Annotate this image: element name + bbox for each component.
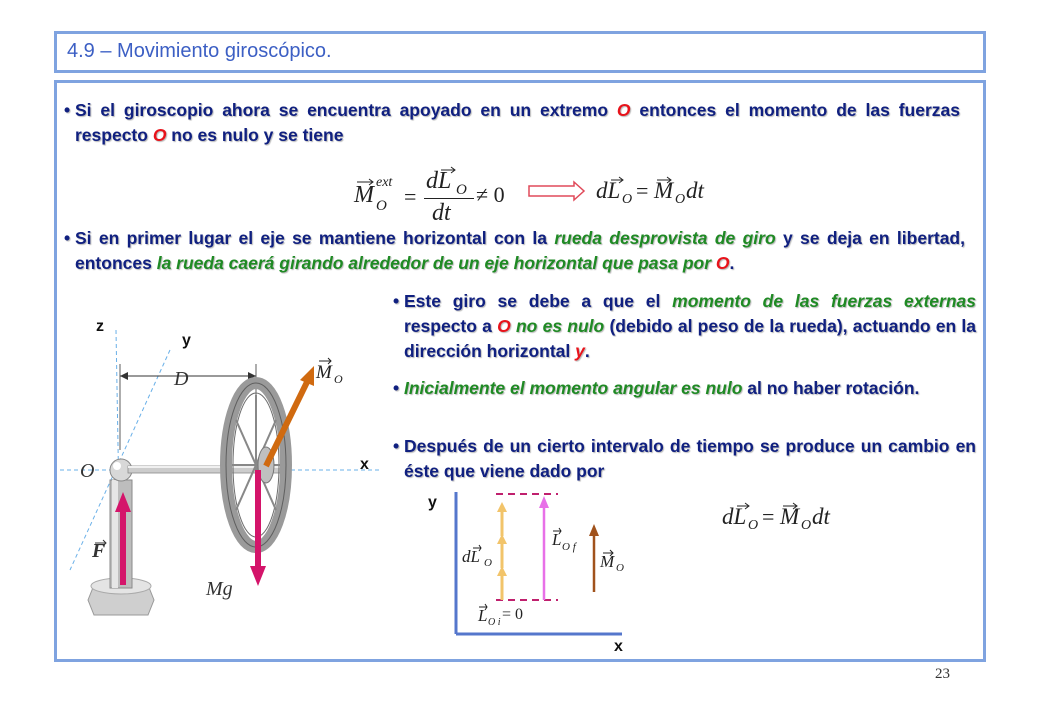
bullet-3: • Este giro se debe a que el momento de las fuerzas externas respecto a O no es nulo (debido al peso de la rueda), actuando en la dirección horizontal y. xyxy=(393,291,977,361)
bullet-dot-icon: • xyxy=(64,228,71,248)
eq1-moment-symbol: M xyxy=(354,182,374,208)
equation-moment-ext: M ext O = dL O dt ≠ 0 xyxy=(354,168,505,226)
bullet-1 xyxy=(64,98,960,148)
bullet-dot-icon: • xyxy=(393,378,400,398)
page-title: 4.9 – Movimiento giroscópico. xyxy=(67,40,332,62)
equation-dL-Mdt: dL O = M O dt xyxy=(596,178,704,207)
bullet-4: • Inicialmente el momento angular es nulo al no haber rotación. xyxy=(404,376,976,401)
MO-label: M O xyxy=(600,552,624,574)
highlight-rueda-cae: la rueda caerá girando alrededor de un eje horizontal que pasa por xyxy=(156,253,716,273)
weight-mg-label: Mg xyxy=(206,578,233,600)
axis-y-label: y xyxy=(182,332,191,349)
distance-d-label: D xyxy=(174,368,189,390)
title-box xyxy=(54,31,986,73)
highlight-inicialmente: Inicialmente el momento angular es nulo xyxy=(404,378,743,398)
eq1-not-zero: ≠ 0 xyxy=(476,182,505,207)
bullet-2: • Si en primer lugar el eje se mantiene horizontal con la rueda desprovista de giro y se deja en libertad, entonces la rueda caerá girando alrededor de un eje horizontal que pasa por O. xyxy=(64,228,965,273)
axis-z-label: z xyxy=(96,318,104,335)
bullet-dot-icon: • xyxy=(393,436,400,456)
Li-zero-label: L O i = 0 xyxy=(478,606,524,628)
force-f-label: F xyxy=(92,540,106,562)
axis-y-label: y xyxy=(575,341,585,361)
bullet-1-text-c: no es nulo y se tiene xyxy=(166,125,344,145)
pivot-o-label: O xyxy=(80,460,95,482)
eq1-denominator: dt xyxy=(432,200,451,226)
point-o-label: O xyxy=(715,253,730,273)
highlight-no-es-nulo: no es nulo xyxy=(510,316,605,336)
point-o-label: O xyxy=(152,125,167,145)
eq1-subscript: O xyxy=(376,198,387,214)
gyroscope-illustration xyxy=(60,300,380,620)
highlight-momento-externas: momento de las fuerzas externas xyxy=(672,291,976,311)
axis-x-label: x xyxy=(614,638,623,655)
dL-label: dL O xyxy=(462,547,492,569)
point-o-label: O xyxy=(616,100,631,120)
bullet-dot-icon: • xyxy=(64,100,71,120)
eq1-superscript: ext xyxy=(376,175,393,190)
Lf-label: L O f xyxy=(552,530,576,553)
bullet-dot-icon: • xyxy=(393,291,400,311)
bullet-5: • Después de un cierto intervalo de tiempo se produce un cambio en éste que viene dado por xyxy=(393,436,976,481)
eq1-num-subscript: O xyxy=(456,182,467,198)
equation-dL-Mdt-repeat: dL O = M O dt xyxy=(722,504,830,533)
bullet-1-text-a: Si el giroscopio ahora se encuentra apoyado en un extremo xyxy=(75,100,617,120)
eq1-numerator: dL xyxy=(426,168,452,194)
page-number: 23 xyxy=(935,666,950,682)
bullet-1-text-b: entonces el momento de las fuerzas respecto xyxy=(75,100,960,145)
axis-y-label: y xyxy=(428,494,437,511)
highlight-rueda-sin-giro: rueda desprovista de giro xyxy=(554,228,776,248)
point-o-label: O xyxy=(497,316,511,336)
implies-arrow-icon xyxy=(528,181,588,201)
moment-mo-label: M O xyxy=(316,358,356,388)
axis-x-label: x xyxy=(360,456,369,473)
